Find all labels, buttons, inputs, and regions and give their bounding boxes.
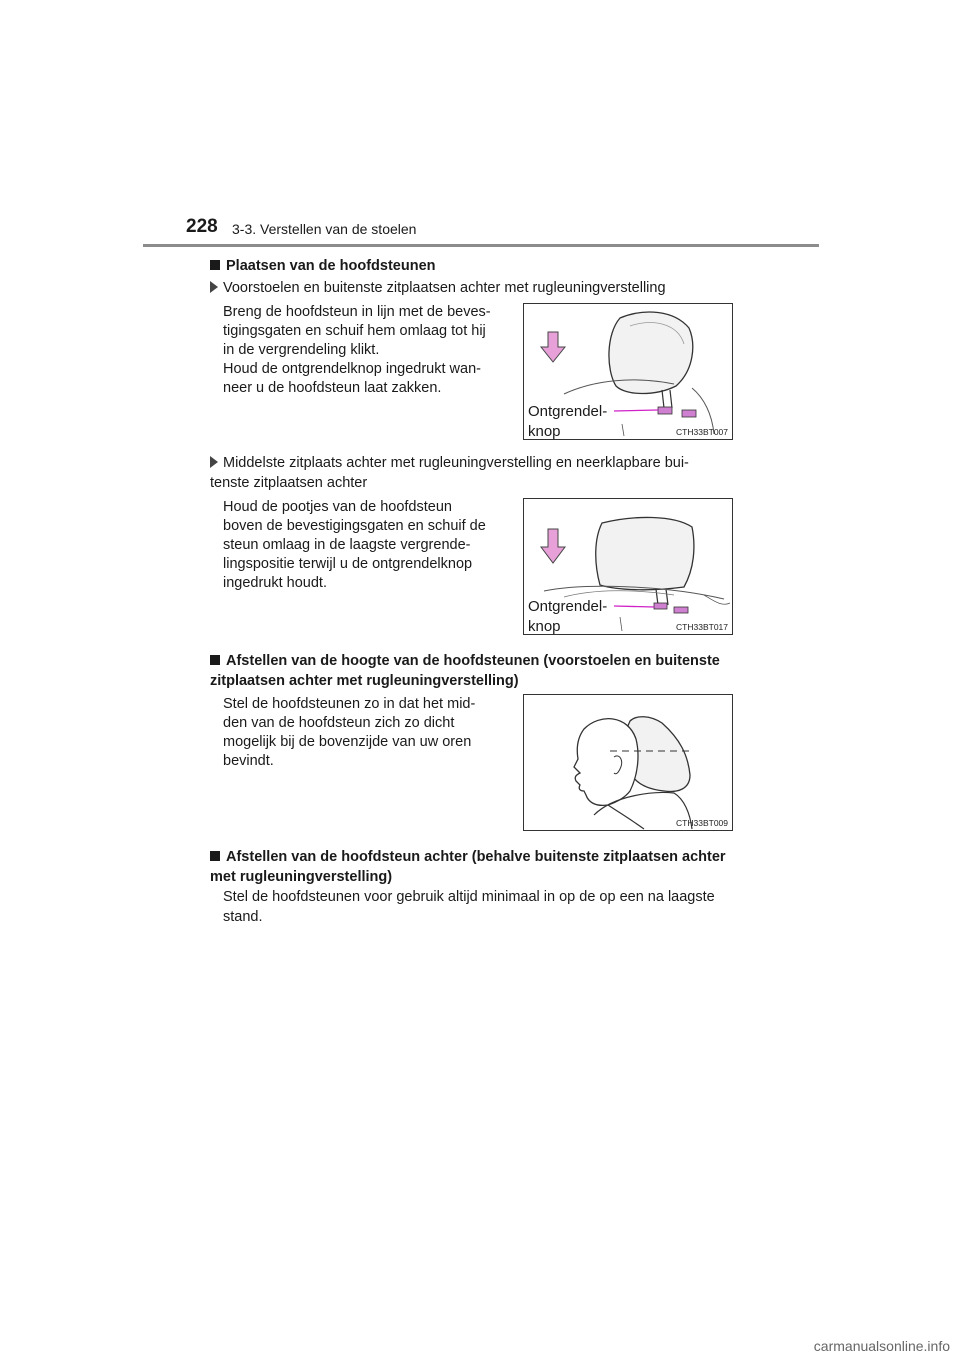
down-arrow-icon [541,529,565,563]
bullet-text: Middelste zitplaats achter met rugleuningverstelling en neerklapbare bui- [223,455,689,471]
section-heading-rear [210,847,766,887]
text-line: mogelijk bij de bovenzijde van uw oren [223,734,472,750]
heading-text: Afstellen van de hoogte van de hoofdsteunen (voorstoelen en buitenste [226,653,720,669]
text-line: Stel de hoofdsteunen zo in dat het mid- [223,696,476,712]
instruction-text-rear [223,887,751,927]
bullet-item-center-seat [210,453,766,493]
label-line: knop [528,423,561,440]
figure-code: CTH33BT009 [676,818,728,828]
section-title: 3-3. Verstellen van de stoelen [232,221,417,237]
instruction-text-center [223,498,505,593]
square-bullet-icon [210,260,220,270]
text-line: den van de hoofdsteun zich zo dicht [223,715,455,731]
figure-code: CTH33BT007 [676,427,728,437]
figure-code: CTH33BT017 [676,622,728,632]
text-line: lingspositie terwijl u de ontgrendelknop [223,556,473,572]
heading-text: Afstellen van de hoofdsteun achter (behalve buitenste zitplaatsen achter [226,849,726,865]
text-line: boven de bevestigingsgaten en schuif de [223,518,486,534]
header-divider [143,244,819,247]
label-line: knop [528,618,561,635]
instruction-text-height [223,695,505,771]
text-line: tigingsgaten en schuif hem omlaag tot hij [223,323,486,339]
text-line: Houd de pootjes van de hoofdsteun [223,499,452,515]
figure-headrest-center [523,498,733,635]
release-button-icon [658,407,672,414]
text-line: in de vergrendeling klikt. [223,342,380,358]
headrest-shape [609,312,693,393]
instruction-text-front [223,303,505,398]
bullet-text: Voorstoelen en buitenste zitplaatsen achter met rugleuningverstelling [223,280,666,296]
text-line: steun omlaag in de laagste vergrende- [223,537,471,553]
head-and-headrest-height-illustration [524,695,732,830]
bullet-item-front-seats [210,278,666,298]
figure-head-height [523,694,733,831]
headrest-shape [596,517,694,589]
heading-text: Plaatsen van de hoofdsteunen [226,258,436,274]
bullet-text: tenste zitplaatsen achter [210,475,368,491]
square-bullet-icon [210,851,220,861]
heading-text: met rugleuningverstelling) [210,869,393,885]
heading-text: zitplaatsen achter met rugleuningverstelling) [210,673,519,689]
indicator-line [614,410,658,411]
figure-label [528,597,607,635]
label-line: Ontgrendel- [528,403,608,420]
text-line: Houd de ontgrendelknop ingedrukt wan- [223,361,481,377]
text-line: bevindt. [223,753,274,769]
text-line: neer u de hoofdsteun laat zakken. [223,380,442,396]
section-heading-height [210,651,766,691]
label-line: Ontgrendel- [528,598,608,615]
triangle-bullet-icon [210,281,218,293]
down-arrow-icon [541,332,565,362]
square-bullet-icon [210,655,220,665]
indicator-line [614,606,654,607]
figure-label [528,402,607,440]
text-line: Stel de hoofdsteunen voor gebruik altijd minimaal in op de op een na laagste [223,889,715,905]
page-number: 228 [186,216,218,237]
release-button-icon [654,603,667,609]
text-line: ingedrukt houdt. [223,575,327,591]
text-line: stand. [223,909,263,925]
section-heading-placing [210,256,436,276]
head-silhouette [574,719,638,806]
text-line: Breng de hoofdsteun in lijn met de beves- [223,304,491,320]
footer-watermark: carmanualsonline.info [813,1338,950,1354]
figure-headrest-front [523,303,733,440]
triangle-bullet-icon [210,456,218,468]
